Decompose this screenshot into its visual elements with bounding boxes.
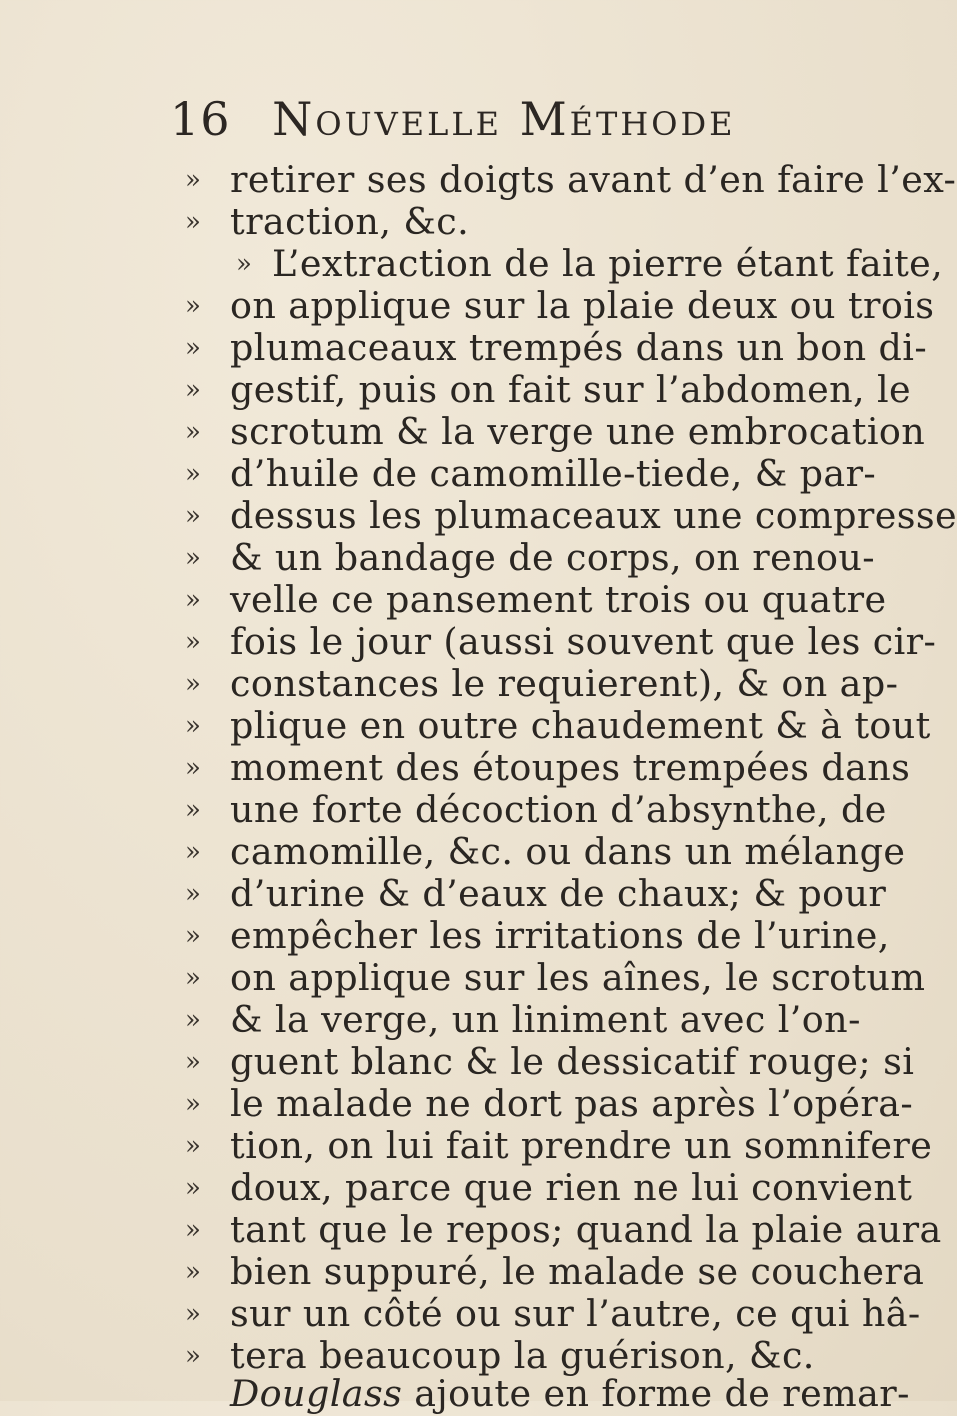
line-text: empêcher les irritations de l’urine, — [230, 914, 890, 957]
line-text: dessus les plumaceaux une compresse — [230, 494, 957, 537]
quote-mark: » — [185, 207, 201, 237]
quote-mark: » — [185, 165, 201, 195]
quote-mark: » — [185, 291, 201, 321]
line-text: retirer ses doigts avant d’en faire l’ex- — [230, 158, 957, 201]
quote-mark: » — [185, 1173, 201, 1203]
quote-mark: » — [185, 627, 201, 657]
line-text: L’extraction de la pierre étant faite, — [272, 242, 944, 285]
line-text: constances le requierent), & on ap- — [230, 662, 899, 705]
page-number: 16 — [170, 92, 231, 146]
line-text: on applique sur la plaie deux ou trois — [230, 284, 935, 327]
quote-mark: » — [185, 459, 201, 489]
line-text-continuation: ajoute en forme de remar- — [414, 1372, 910, 1415]
quote-mark: » — [185, 879, 201, 909]
line-text: & un bandage de corps, on renou- — [230, 536, 876, 579]
line-text — [230, 1372, 910, 1416]
line-text: tera beaucoup la guérison, &c. — [230, 1334, 815, 1377]
quote-mark: » — [185, 1089, 201, 1119]
quote-mark: » — [185, 1005, 201, 1035]
line-text: scrotum & la verge une embrocation — [230, 410, 926, 453]
line-text: une forte décoction d’absynthe, de — [230, 788, 887, 831]
quote-mark: » — [185, 585, 201, 615]
quote-mark: » — [185, 1341, 201, 1371]
quote-mark: » — [185, 669, 201, 699]
line-text: traction, &c. — [230, 200, 470, 243]
quote-mark: » — [185, 1215, 201, 1245]
line-text: & la verge, un liniment avec l’on- — [230, 998, 861, 1041]
line-text: velle ce pansement trois ou quatre — [230, 578, 887, 621]
line-text: gestif, puis on fait sur l’abdomen, le — [230, 368, 912, 411]
quote-mark: » — [185, 1131, 201, 1161]
quote-mark: » — [185, 543, 201, 573]
quote-mark: » — [185, 837, 201, 867]
line-text: doux, parce que rien ne lui convient — [230, 1166, 913, 1209]
quote-mark: » — [185, 1257, 201, 1287]
line-text: d’huile de camomille-tiede, & par- — [230, 452, 877, 495]
running-head — [170, 92, 736, 146]
quote-mark: » — [185, 417, 201, 447]
quote-mark: » — [185, 963, 201, 993]
quote-mark: » — [185, 753, 201, 783]
running-title: Nouvelle Méthode — [272, 92, 736, 146]
line-text: fois le jour (aussi souvent que les cir- — [230, 620, 937, 663]
line-text: plumaceaux trempés dans un bon di- — [230, 326, 928, 369]
quote-mark: » — [185, 501, 201, 531]
line-text: sur un côté ou sur l’autre, ce qui hâ- — [230, 1292, 921, 1335]
line-text: le malade ne dort pas après l’opéra- — [230, 1082, 914, 1125]
line-text: guent blanc & le dessicatif rouge; si — [230, 1040, 915, 1083]
line-text: d’urine & d’eaux de chaux; & pour — [230, 872, 887, 915]
quote-mark: » — [236, 249, 252, 279]
line-text: tion, on lui fait prendre un somnifere — [230, 1124, 933, 1167]
line-text: plique en outre chaudement & à tout — [230, 704, 931, 747]
line-text: camomille, &c. ou dans un mélange — [230, 830, 906, 873]
quote-mark: » — [185, 333, 201, 363]
line-text: tant que le repos; quand la plaie aura — [230, 1208, 942, 1251]
quote-mark: » — [185, 375, 201, 405]
line-text: moment des étoupes trempées dans — [230, 746, 911, 789]
quote-mark: » — [185, 711, 201, 741]
line-text: bien suppuré, le malade se couchera — [230, 1250, 925, 1293]
quote-mark: » — [185, 921, 201, 951]
quote-mark: » — [185, 1299, 201, 1329]
line-text: on applique sur les aînes, le scrotum — [230, 956, 926, 999]
quote-mark: » — [185, 795, 201, 825]
quote-mark: » — [185, 1047, 201, 1077]
author-name: Douglass — [230, 1372, 403, 1415]
